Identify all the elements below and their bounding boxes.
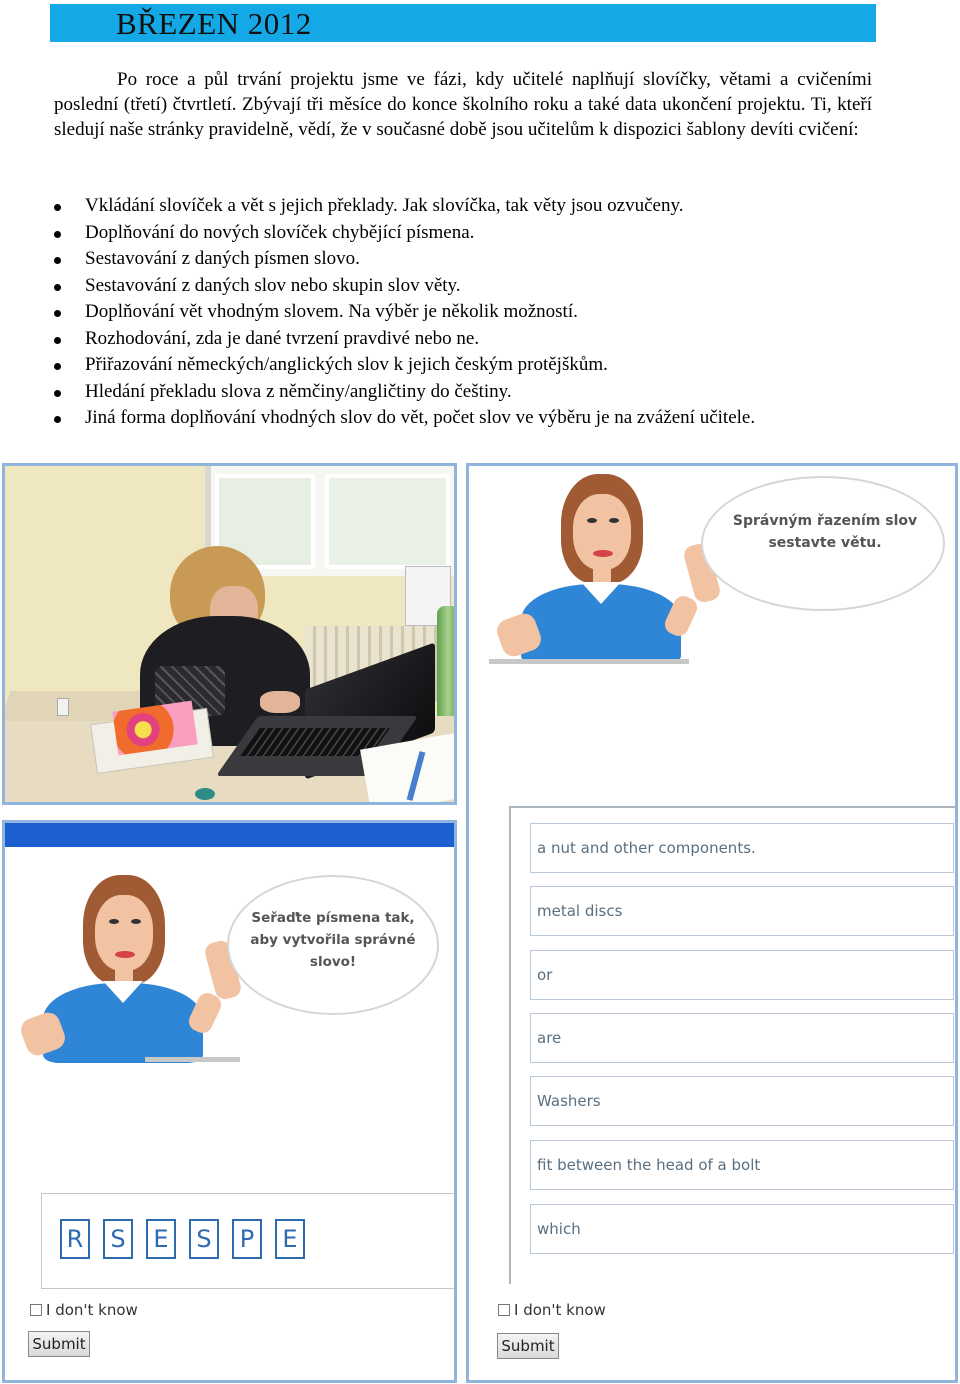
list-item: Sestavování z daných písmen slovo. <box>54 246 904 273</box>
panel-header-bar <box>5 823 457 847</box>
list-item: Přiřazování německých/anglických slov k jejich českým protějškům. <box>54 352 904 379</box>
submit-button[interactable]: Submit <box>28 1331 90 1357</box>
word-box[interactable]: which <box>530 1204 954 1254</box>
dont-know-checkbox[interactable]: I don't know <box>30 1301 138 1319</box>
word-box[interactable]: Washers <box>530 1076 954 1126</box>
letters-exercise-panel <box>2 820 457 1383</box>
word-box[interactable]: metal discs <box>530 886 954 936</box>
word-box[interactable]: or <box>530 950 954 1000</box>
speech-bubble-text: Správným řazením slov sestavte větu. <box>732 513 918 551</box>
letter-tile[interactable]: E <box>275 1219 305 1259</box>
list-item: Jiná forma doplňování vhodných slov do vět, počet slov ve výběru je na zvážení učitele. <box>54 405 904 432</box>
title-bar <box>50 4 876 42</box>
letter-tile[interactable]: S <box>189 1219 219 1259</box>
list-item: Doplňování vět vhodným slovem. Na výběr je několik možností. <box>54 299 904 326</box>
list-item: Vkládání slovíček a vět s jejich překlady. Jak slovíčka, tak věty jsou ozvučeny. <box>54 193 904 220</box>
submit-button[interactable]: Submit <box>497 1333 559 1359</box>
word-box[interactable]: fit between the head of a bolt <box>530 1140 954 1190</box>
letter-tile[interactable]: P <box>232 1219 262 1259</box>
page-title: BŘEZEN 2012 <box>116 6 312 41</box>
letter-tile[interactable]: S <box>103 1219 133 1259</box>
list-item: Hledání překladu slova z němčiny/angličtiny do češtiny. <box>54 379 904 406</box>
word-box[interactable]: a nut and other components. <box>530 823 954 873</box>
list-item: Rozhodování, zda je dané tvrzení pravdivé nebo ne. <box>54 326 904 353</box>
word-box[interactable]: are <box>530 1013 954 1063</box>
letter-tile[interactable]: R <box>60 1219 90 1259</box>
exercise-list <box>54 193 904 432</box>
checkbox-icon <box>498 1304 510 1316</box>
letter-tile[interactable]: E <box>146 1219 176 1259</box>
intro-paragraph: Po roce a půl trvání projektu jsme ve fázi, kdy učitelé naplňují slovíčky, větami a cvičeními poslední (třetí) čtvrtletí. Zbývají tři měsíce do konce školního roku a také data ukončení projektu. Ti, kteří sledují naše stránky pravidelně, vědí, že v současné době jsou učitelům k dispozici šablony devíti cvičení: <box>54 69 872 140</box>
checkbox-icon <box>30 1304 42 1316</box>
speech-bubble-text: Seřaďte písmena tak, aby vytvořila správné slovo! <box>250 910 416 970</box>
list-item: Doplňování do nových slovíček chybějící písmena. <box>54 220 904 247</box>
dont-know-checkbox[interactable]: I don't know <box>498 1301 606 1319</box>
student-photo <box>2 463 457 805</box>
list-item: Sestavování z daných slov nebo skupin slov věty. <box>54 273 904 300</box>
